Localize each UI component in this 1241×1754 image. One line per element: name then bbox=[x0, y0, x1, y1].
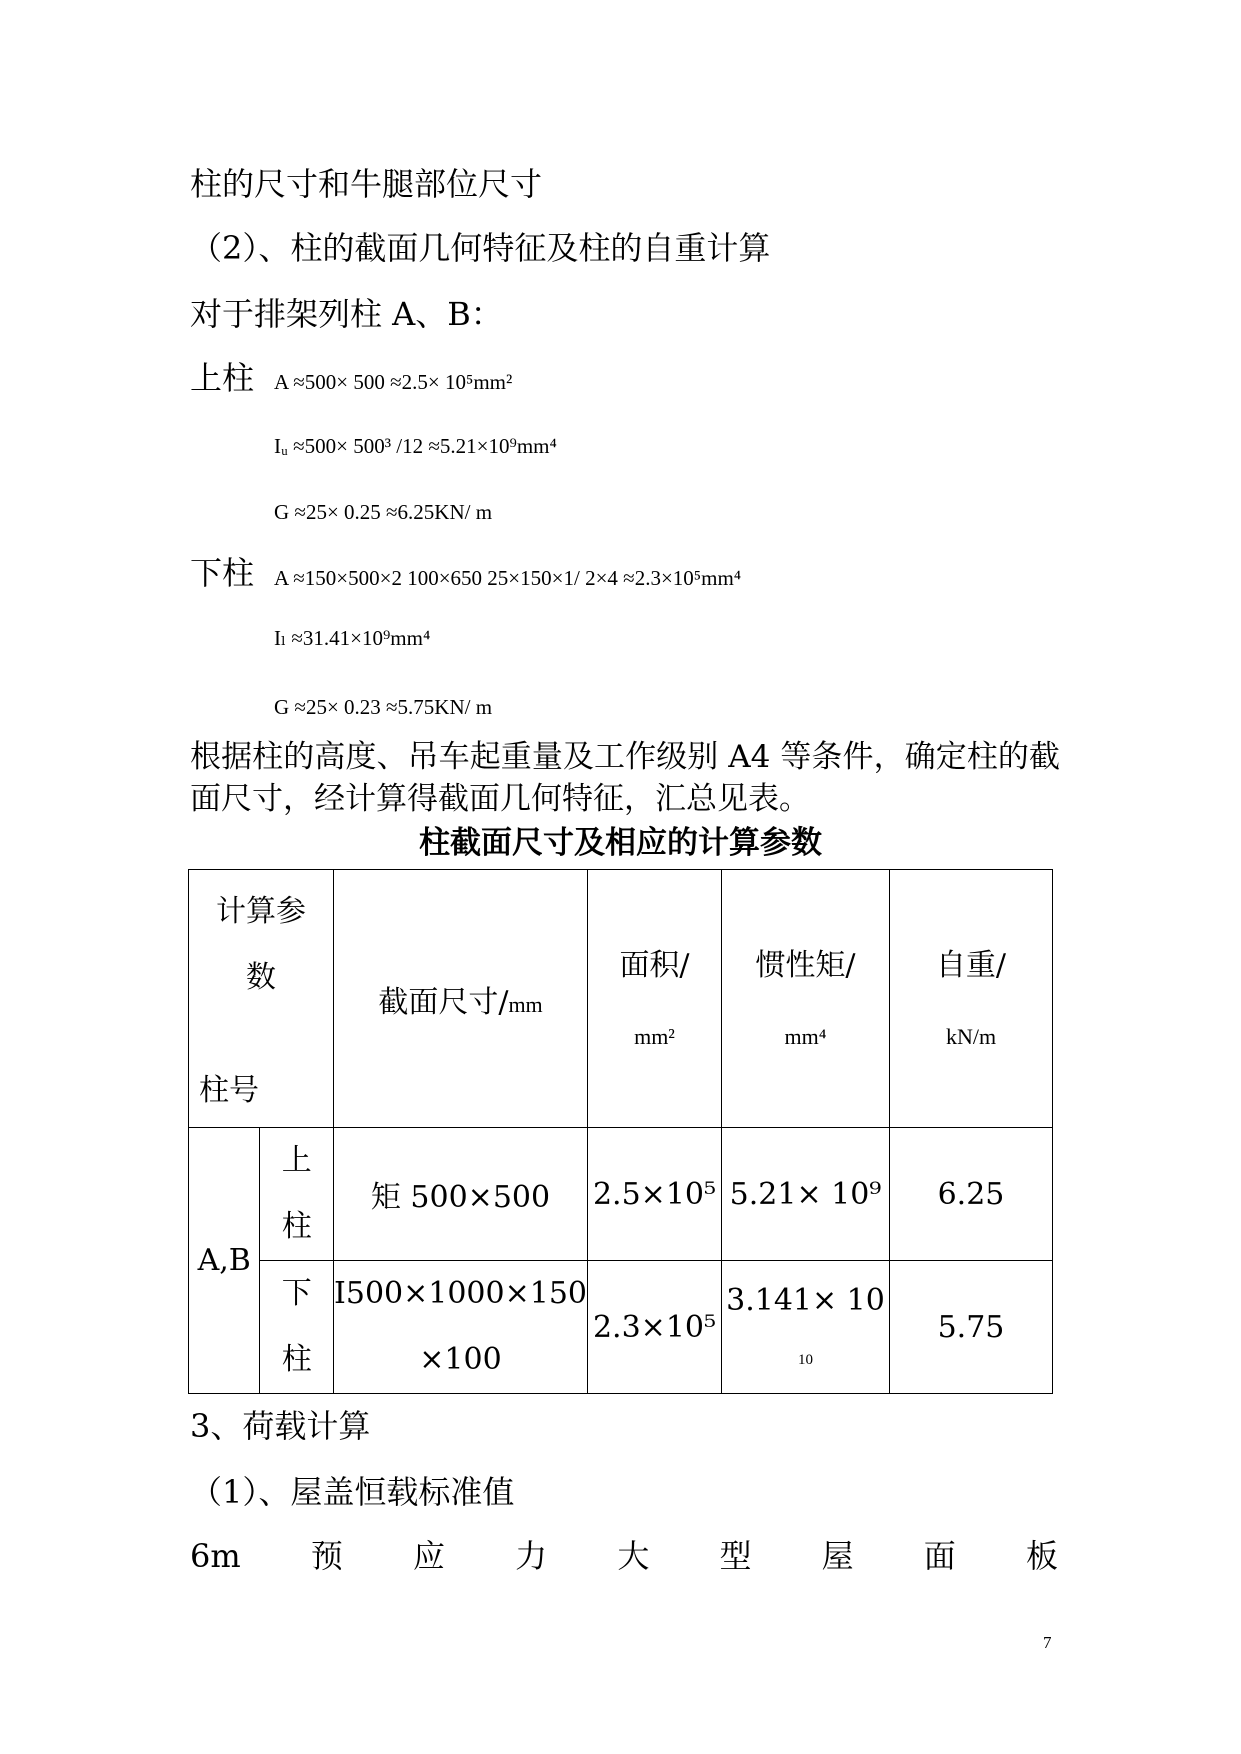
corner-header-bottom: 柱号 bbox=[199, 1073, 259, 1108]
size-value-1: I500×1000×150 bbox=[334, 1276, 587, 1311]
weight-value: 5.75 bbox=[937, 1309, 1005, 1345]
page-number: 7 bbox=[1043, 1633, 1052, 1652]
weight-cell bbox=[890, 1128, 1053, 1261]
area-header-cell bbox=[588, 870, 722, 1128]
size-header: 截面尺寸/ bbox=[378, 984, 509, 1020]
area-cell bbox=[588, 1261, 722, 1394]
area-value: 2.5×10⁵ bbox=[592, 1176, 717, 1212]
lower-area-formula: A ≈150×500×2 100×650 25×150×1/ 2×4 ≈2.3×10⁵mm⁴ bbox=[274, 566, 742, 590]
size-header-unit: mm bbox=[508, 991, 543, 1017]
spread-word: 面 bbox=[923, 1537, 956, 1575]
upper-inertia-formula: Iᵤ ≈500× 500³ /12 ≈5.21×10⁹mm⁴ bbox=[274, 434, 557, 458]
text-line-1: 柱的尺寸和牛腿部位尺寸 bbox=[190, 165, 543, 203]
text-line-3: 对于排架列柱 A、B： bbox=[190, 295, 503, 333]
inertia-header-cell bbox=[722, 870, 890, 1128]
weight-value: 6.25 bbox=[937, 1176, 1005, 1212]
upper-area-formula: A ≈500× 500 ≈2.5× 10⁵mm² bbox=[274, 370, 513, 394]
area-header-unit: mm² bbox=[634, 1023, 675, 1049]
weight-cell bbox=[890, 1261, 1053, 1394]
lower-column-label: 下柱 bbox=[190, 554, 255, 592]
area-header: 面积/ bbox=[619, 947, 690, 983]
spread-line bbox=[190, 1537, 1058, 1575]
spread-word: 屋 bbox=[821, 1537, 854, 1575]
part-label-1: 下 bbox=[281, 1276, 312, 1311]
part-label-1: 上 bbox=[281, 1143, 312, 1178]
inertia-value-1: 3.141× 10 bbox=[726, 1283, 885, 1318]
inertia-value-2: 10 bbox=[798, 1352, 813, 1368]
spread-word: 型 bbox=[719, 1537, 752, 1575]
text-line-2: （2）、柱的截面几何特征及柱的自重计算 bbox=[190, 229, 771, 267]
inertia-value: 5.21× 10⁹ bbox=[729, 1176, 882, 1212]
group-label: A,B bbox=[197, 1243, 251, 1278]
table-title: 柱截面尺寸及相应的计算参数 bbox=[419, 825, 822, 861]
size-value-2: ×100 bbox=[419, 1342, 502, 1377]
part-cell bbox=[260, 1128, 334, 1261]
summary-paragraph: 根据柱的高度、吊车起重量及工作级别 A4 等条件，确定柱的截面尺寸，经计算得截面几何特征，汇总见表。 bbox=[190, 739, 1060, 817]
area-cell bbox=[588, 1128, 722, 1261]
table-row bbox=[189, 1261, 1053, 1394]
upper-weight-formula: G ≈25× 0.25 ≈6.25KN/ m bbox=[274, 500, 493, 524]
spread-word: 应 bbox=[413, 1537, 446, 1575]
size-header-cell bbox=[334, 870, 588, 1128]
section-3-heading: 3、荷载计算 bbox=[190, 1407, 371, 1445]
part-cell bbox=[260, 1261, 334, 1394]
inertia-cell bbox=[722, 1128, 890, 1261]
part-label-2: 柱 bbox=[281, 1342, 312, 1377]
corner-header-top-2: 数 bbox=[246, 960, 276, 995]
size-value: 矩 500×500 bbox=[370, 1180, 551, 1215]
inertia-header: 惯性矩/ bbox=[755, 947, 856, 983]
group-label-cell bbox=[189, 1128, 260, 1394]
corner-header-top-1: 计算参 bbox=[216, 894, 306, 929]
size-cell bbox=[334, 1128, 588, 1261]
lower-inertia-formula: Iₗ ≈31.41×10⁹mm⁴ bbox=[274, 626, 431, 650]
spread-word: 大 bbox=[617, 1537, 650, 1575]
parameter-table bbox=[188, 869, 1053, 1394]
spread-word: 板 bbox=[1025, 1537, 1058, 1575]
spread-word: 力 bbox=[515, 1537, 548, 1575]
lower-weight-formula: G ≈25× 0.23 ≈5.75KN/ m bbox=[274, 695, 493, 719]
weight-header: 自重/ bbox=[935, 947, 1007, 983]
part-label-2: 柱 bbox=[281, 1209, 312, 1244]
weight-header-unit: kN/m bbox=[945, 1023, 997, 1049]
weight-header-cell bbox=[890, 870, 1053, 1128]
inertia-cell bbox=[722, 1261, 890, 1394]
spread-word: 6m bbox=[190, 1537, 241, 1575]
area-value: 2.3×10⁵ bbox=[592, 1309, 717, 1345]
spread-word: 预 bbox=[310, 1537, 343, 1575]
upper-column-label: 上柱 bbox=[190, 359, 255, 397]
section-3-1-heading: （1）、屋盖恒载标准值 bbox=[190, 1473, 515, 1511]
size-cell bbox=[334, 1261, 588, 1394]
inertia-header-unit: mm⁴ bbox=[784, 1023, 827, 1049]
corner-header-cell bbox=[189, 870, 334, 1128]
table-row bbox=[189, 1128, 1053, 1261]
